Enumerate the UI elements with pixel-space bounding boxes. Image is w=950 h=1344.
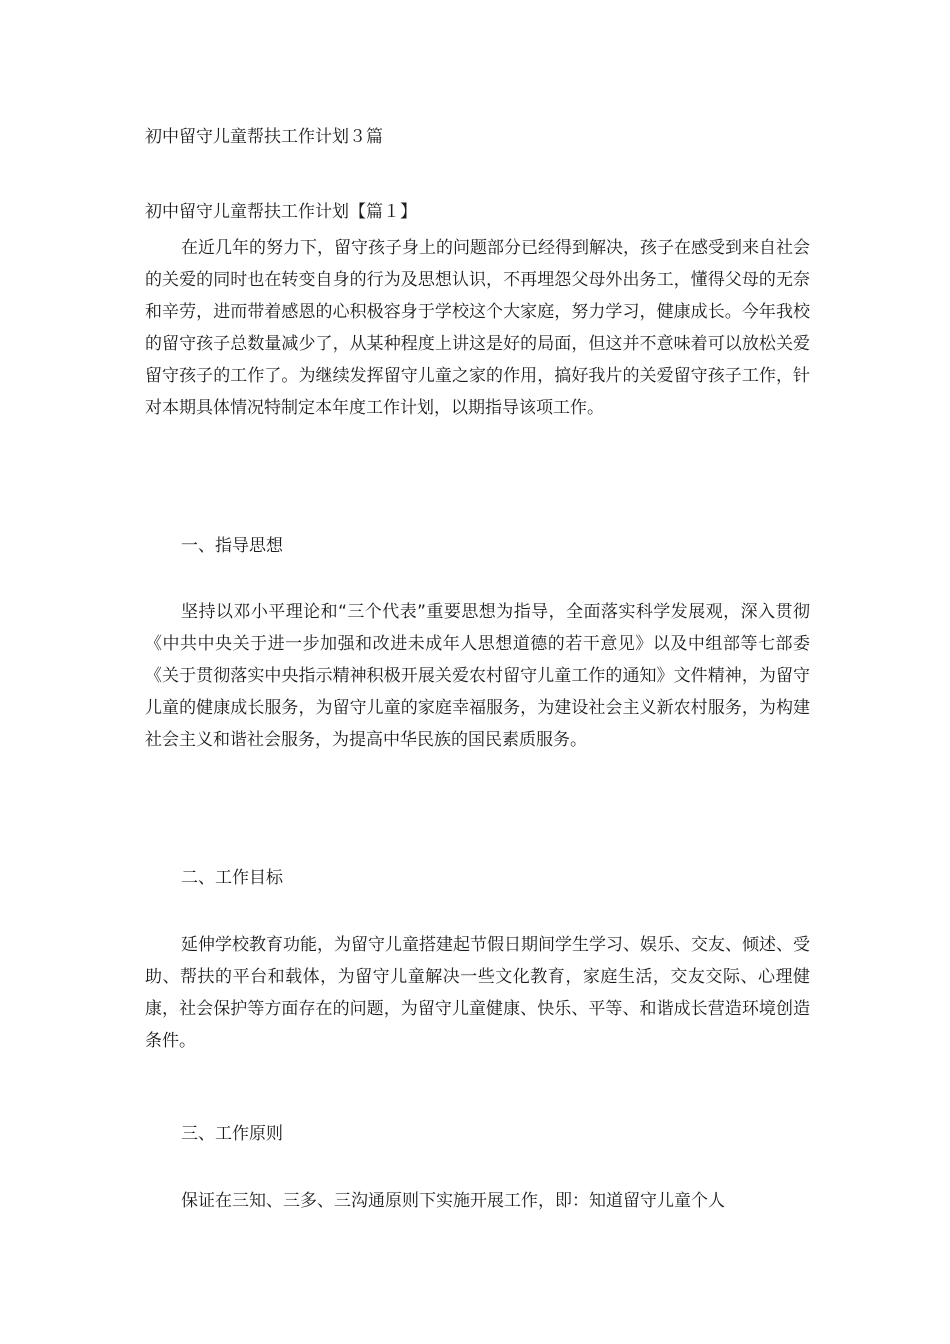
section-heading-work-goals: 二、工作目标 xyxy=(181,868,283,888)
section-body-work-goals: 延伸学校教育功能，为留守儿童搭建起节假日期间学生学习、娱乐、交友、倾述、受助、帮扶的平台和载体，为留守儿童解决一些文化教育，家庭生活，交友交际、心理健康，社会保护等方面存在的问题，为留守儿童健康、快乐、平等、和谐成长营造环境创造条件。 xyxy=(145,935,810,1051)
document-title: 初中留守儿童帮扶工作计划３篇 xyxy=(145,127,383,147)
document-subtitle: 初中留守儿童帮扶工作计划【篇１】 xyxy=(145,202,417,222)
section-heading-work-principles: 三、工作原则 xyxy=(181,1124,283,1144)
section-heading-guiding-ideology: 一、指导思想 xyxy=(181,536,283,556)
section-body-work-principles: 保证在三知、三多、三沟通原则下实施开展工作，即：知道留守儿童个人 xyxy=(181,1191,725,1211)
intro-paragraph: 在近几年的努力下，留守孩子身上的问题部分已经得到解决，孩子在感受到来自社会的关爱的同时也在转变自身的行为及思想认识，不再埋怨父母外出务工，懂得父母的无奈和辛劳，进而带着感恩的心积极容身于学校这个大家庭，努力学习，健康成长。今年我校的留守孩子总数量减少了，从某种程度上讲这是好的局面，但这并不意味着可以放松关爱留守孩子的工作了。为继续发挥留守儿童之家的作用，搞好我片的关爱留守孩子工作，针对本期具体情况特制定本年度工作计划，以期指导该项工作。 xyxy=(145,238,810,418)
section-body-guiding-ideology: 坚持以邓小平理论和“三个代表”重要思想为指导，全面落实科学发展观，深入贯彻《中共中央关于进一步加强和改进未成年人思想道德的若干意见》以及中组部等七部委《关于贯彻落实中央指示精神积极开展关爱农村留守儿童工作的通知》文件精神，为留守儿童的健康成长服务，为留守儿童的家庭幸福服务，为建设社会主义新农村服务，为构建社会主义和谐社会服务，为提高中华民族的国民素质服务。 xyxy=(145,602,810,750)
